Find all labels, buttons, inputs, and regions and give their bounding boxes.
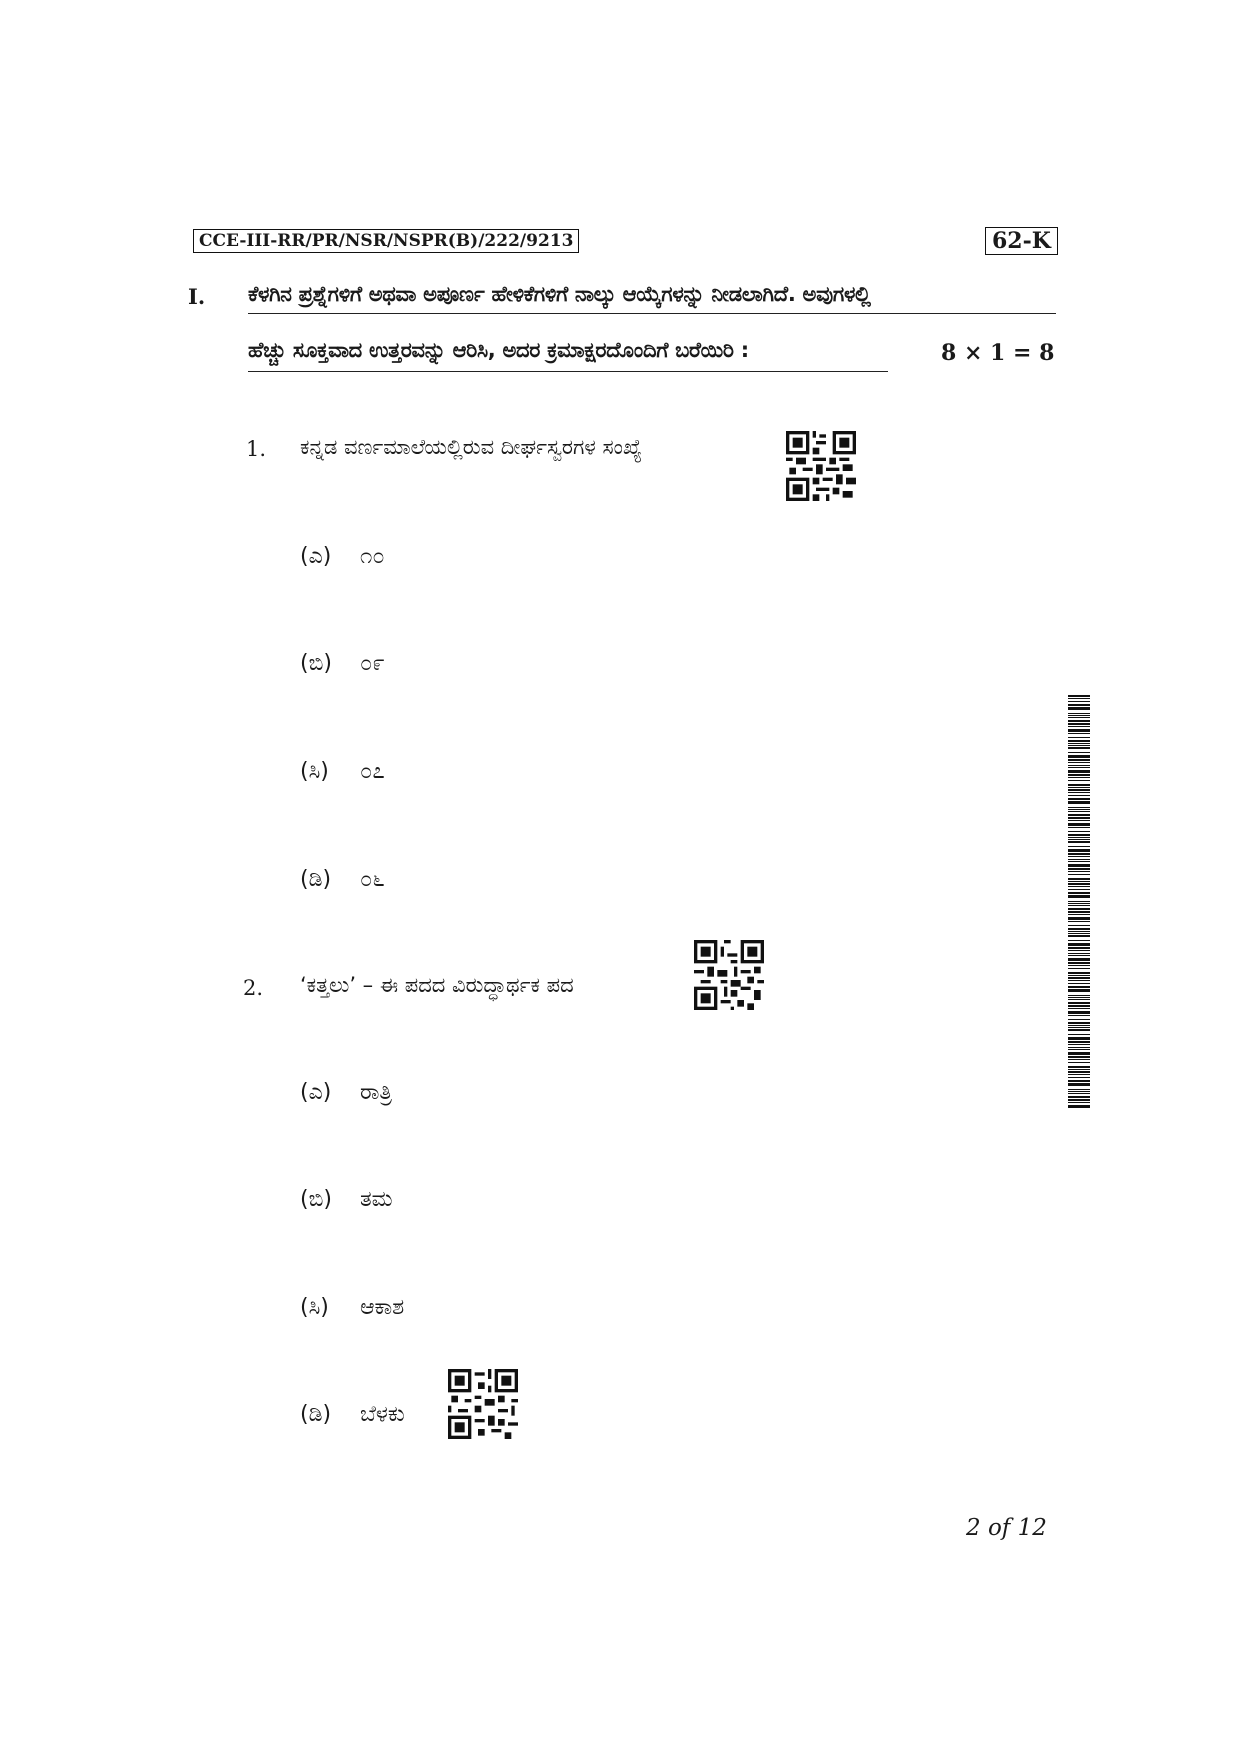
option-label: (ಬಿ) [300, 651, 332, 676]
question-2-number: 2. [243, 976, 264, 1000]
option-value: ೦೭ [360, 759, 385, 784]
option-value: ರಾತ್ರಿ [360, 1080, 392, 1105]
section-instruction-line1: ಕೆಳಗಿನ ಪ್ರಶ್ನೆಗಳಿಗೆ ಅಥವಾ ಅಪೂರ್ಣ ಹೇಳಿಕೆಗಳಿಗೆ ನಾಲ್ಕು ಆಯ್ಕೆಗಳನ್ನು ನೀಡಲಾಗಿದೆ. ಅವುಗಳಲ್ಲಿ [248, 282, 1056, 314]
section-marks: 8 × 1 = 8 [941, 340, 1055, 366]
qr-code-icon [448, 1369, 518, 1439]
question-2-option-d [300, 1402, 405, 1427]
paper-code: 62-K [985, 227, 1058, 255]
exam-code: CCE-III-RR/PR/NSR/NSPR(B)/222/9213 [193, 229, 579, 253]
section-number: I. [188, 284, 206, 309]
barcode-icon [1068, 695, 1090, 1111]
question-1-number: 1. [246, 437, 267, 461]
question-1-option-d [300, 867, 385, 892]
option-label: (ಎ) [300, 544, 332, 569]
question-2-text: ‘ಕತ್ತಲು’ – ಈ ಪದದ ವಿರುದ್ಧಾರ್ಥಕ ಪದ [300, 973, 574, 997]
qr-code-icon [694, 940, 764, 1010]
question-1-text: ಕನ್ನಡ ವರ್ಣಮಾಲೆಯಲ್ಲಿರುವ ದೀರ್ಘಸ್ವರಗಳ ಸಂಖ್ಯೆ [300, 435, 642, 459]
qr-code-icon [786, 431, 856, 501]
option-value: ೦೬ [360, 867, 385, 892]
option-label: (ಸಿ) [300, 1295, 329, 1320]
option-label: (ಬಿ) [300, 1187, 332, 1212]
question-1-option-a [300, 544, 385, 569]
option-label: (ಡಿ) [300, 867, 332, 892]
question-2-option-b [300, 1187, 393, 1212]
page-number: 2 of 12 [966, 1515, 1047, 1541]
option-label: (ಸಿ) [300, 759, 329, 784]
question-1-option-c [300, 759, 385, 784]
section-instruction-line2: ಹೆಚ್ಚು ಸೂಕ್ತವಾದ ಉತ್ತರವನ್ನು ಆರಿಸಿ, ಅದರ ಕ್ರಮಾಕ್ಷರದೊಂದಿಗೆ ಬರೆಯಿರಿ : [248, 338, 888, 372]
option-value: ಆಕಾಶ [360, 1295, 405, 1320]
option-value: ೦೯ [360, 651, 385, 676]
option-value: ಬೆಳಕು [360, 1402, 405, 1427]
question-2-option-a [300, 1080, 392, 1105]
question-1-option-b [300, 651, 385, 676]
option-value: ತಮ [360, 1187, 393, 1212]
question-2-option-c [300, 1295, 404, 1320]
option-value: ೧೦ [360, 544, 385, 569]
option-label: (ಡಿ) [300, 1402, 332, 1427]
option-label: (ಎ) [300, 1080, 332, 1105]
